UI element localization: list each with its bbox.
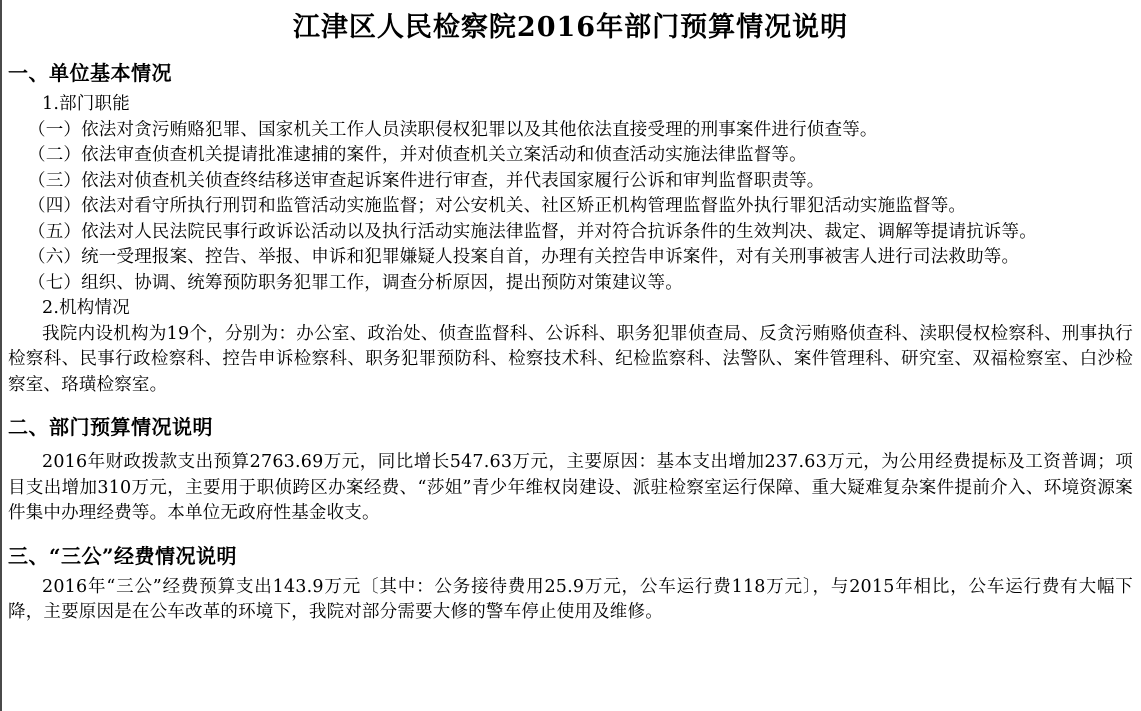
paragraph: （六）统一受理报案、控告、举报、申诉和犯罪嫌疑人投案自首，办理有关控告申诉案件，对有关刑事被害人进行司法救助等。 xyxy=(28,247,1020,267)
paragraph: 1.部门职能 xyxy=(42,94,130,114)
section-body xyxy=(8,450,1133,527)
section-heading: 二、部门预算情况说明 xyxy=(8,415,213,439)
section-body xyxy=(8,92,1133,398)
section-three-public-expenses xyxy=(8,541,1133,626)
section-heading: 一、单位基本情况 xyxy=(8,61,172,85)
paragraph: （一）依法对贪污贿赂犯罪、国家机关工作人员渎职侵权犯罪以及其他依法直接受理的刑事案件进行侦查等。 xyxy=(28,119,878,140)
paragraph: 2.机构情况 xyxy=(42,298,130,318)
section-body xyxy=(8,575,1133,626)
paragraph: 2016年“三公”经费预算支出143.9万元〔其中：公务接待费用25.9万元，公车运行费118万元〕，与2015年相比，公车运行费有大幅下降，主要原因是在公车改革的环境下，我院对部分需要大修的警车停止使用及维修。 xyxy=(8,576,1133,622)
paragraph: （四）依法对看守所执行刑罚和监管活动实施监督；对公安机关、社区矫正机构管理监督监外执行罪犯活动实施监督等。 xyxy=(28,196,967,216)
paragraph: （三）依法对侦查机关侦查终结移送审查起诉案件进行审查，并代表国家履行公诉和审判监督职责等。 xyxy=(28,170,825,191)
section-unit-basics xyxy=(8,58,1133,398)
paragraph: （二）依法审查侦查机关提请批准逮捕的案件，并对侦查机关立案活动和侦查活动实施法律监督等。 xyxy=(28,145,807,165)
section-budget-explanation xyxy=(8,412,1133,527)
section-heading: 三、“三公”经费情况说明 xyxy=(8,543,238,568)
paragraph: （五）依法对人民法院民事行政诉讼活动以及执行活动实施法律监督，并对符合抗诉条件的生效判决、裁定、调解等提请抗诉等。 xyxy=(28,221,1037,242)
page-title: 江津区人民检察院2016年部门预算情况说明 xyxy=(292,12,849,43)
paragraph: （七）组织、协调、统筹预防职务犯罪工作，调查分析原因，提出预防对策建议等。 xyxy=(28,272,683,293)
page-left-rule xyxy=(0,0,2,711)
paragraph: 我院内设机构为19个，分别为：办公室、政治处、侦查监督科、公诉科、职务犯罪侦查局、反贪污贿赂侦查科、渎职侵权检察科、刑事执行检察科、民事行政检察科、控告申诉检察科、职务犯罪预防科、检察技术科、纪检监察科、法警队、案件管理科、研究室、双福检察室、白沙检察室、珞璜检察室。 xyxy=(8,323,1133,395)
paragraph: 2016年财政拨款支出预算2763.69万元，同比增长547.63万元，主要原因：基本支出增加237.63万元，为公用经费提标及工资普调；项目支出增加310万元，主要用于职侦跨区办案经费、“莎姐”青少年维权岗建设、派驻检察室运行保障、重大疑难复杂案件提前介入、环境资源案件集中办理经费等。本单位无政府性基金收支。 xyxy=(8,452,1133,523)
